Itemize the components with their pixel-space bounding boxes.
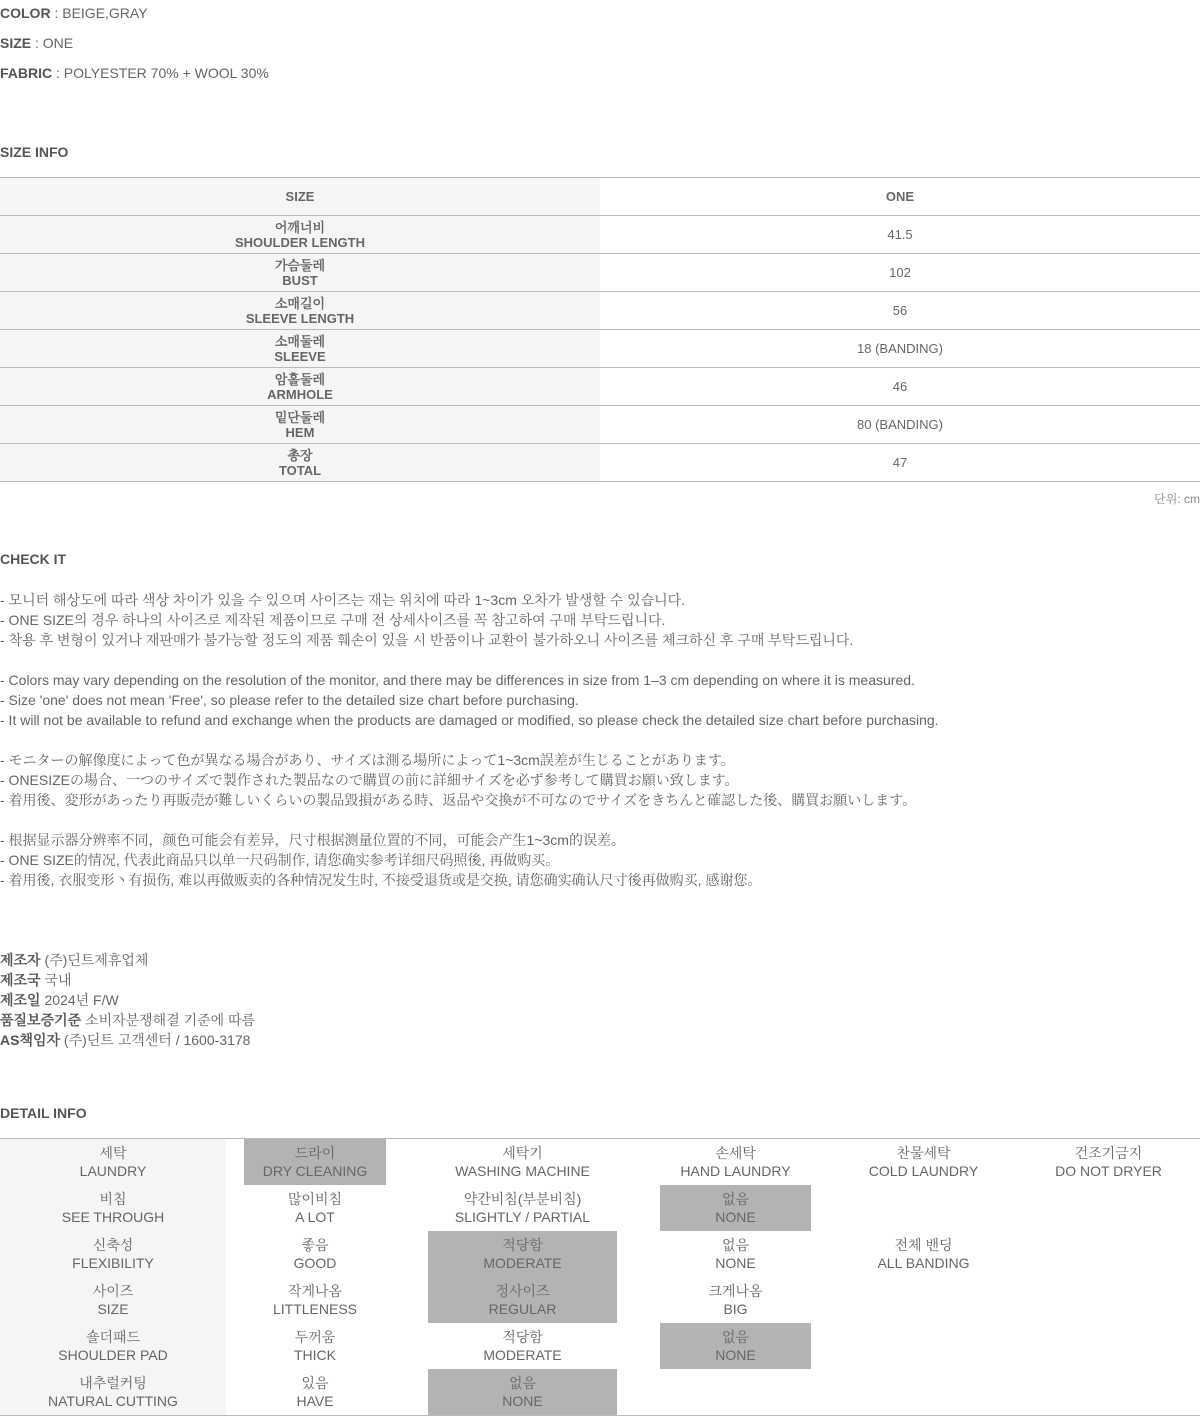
label-en: SHOULDER LENGTH <box>235 234 365 250</box>
maker-value: 소비자분쟁해결 기준에 따름 <box>85 1012 256 1028</box>
option-en: DRY CLEANING <box>262 1163 368 1179</box>
label-ko: 암홀둘레 <box>274 371 326 387</box>
option-ko: 정사이즈 <box>495 1283 550 1299</box>
size-row-value: 47 <box>892 455 908 470</box>
size-row-value: 18 (BANDING) <box>857 341 943 356</box>
option-ko: 세탁기 <box>502 1145 543 1161</box>
option-ko: 두꺼움 <box>294 1329 336 1345</box>
note-line: - It will not be available to refund and exchange when the products are damaged or modified, so please check the detailed size chart before purchasing. <box>0 712 939 728</box>
option-ko: 작게나옴 <box>287 1283 343 1299</box>
option-ko: 건조기금지 <box>1074 1145 1143 1161</box>
option-thick <box>244 1323 386 1369</box>
label-ko: 신축성 <box>92 1237 134 1253</box>
label-en: TOTAL <box>278 462 322 478</box>
maker-value: 2024년 F/W <box>44 992 119 1008</box>
maker-key: AS책임자 <box>0 1032 61 1048</box>
detail-label-size <box>0 1277 226 1323</box>
size-table-header <box>0 178 1200 216</box>
label-ko: 비침 <box>99 1191 127 1207</box>
option-do-not-dryer <box>1030 1139 1187 1185</box>
label-en: SEE THROUGH <box>61 1209 165 1225</box>
option-ko: 전체 밴딩 <box>894 1237 953 1253</box>
label-ko: 어깨너비 <box>274 219 326 235</box>
label-en: SHOULDER PAD <box>58 1347 168 1363</box>
table-row <box>0 254 1200 292</box>
detail-label-see-through <box>0 1185 226 1231</box>
size-row-label <box>0 216 600 253</box>
label-en: NATURAL CUTTING <box>48 1393 178 1409</box>
note-line: - ONESIZEの場合、一つのサイズで製作された製品なので購買の前に詳細サイズを必ず参考して購買お願い致します。 <box>0 772 739 788</box>
option-en: DO NOT DRYER <box>1055 1163 1162 1179</box>
maker-key: 품질보증기준 <box>0 1012 82 1028</box>
option-ko: 있음 <box>301 1375 329 1391</box>
spec-fabric: FABRIC : POLYESTER 70% + WOOL 30% <box>0 65 269 81</box>
note-line: - モニターの解像度によって色が異なる場合があり、サイズは測る場所によって1~3cm誤差が生じることがあります。 <box>0 752 735 768</box>
maker-line <box>0 1030 255 1050</box>
check-it-title: CHECK IT <box>0 551 67 567</box>
label-ko: 숄더패드 <box>85 1329 141 1345</box>
size-row-label <box>0 292 600 329</box>
size-row-value: 56 <box>892 303 908 318</box>
label-en: FLEXIBILITY <box>72 1255 154 1271</box>
maker-line <box>0 1010 255 1030</box>
label-en: SLEEVE LENGTH <box>245 310 355 326</box>
option-moderate <box>428 1323 617 1369</box>
size-row-label <box>0 254 600 291</box>
option-en: THICK <box>294 1347 336 1363</box>
option-en: NONE <box>502 1393 543 1409</box>
label-ko: 소매둘레 <box>274 333 326 349</box>
option-ko: 적당함 <box>502 1237 543 1253</box>
spec-color: COLOR : BEIGE,GRAY <box>0 5 148 21</box>
option-none <box>660 1323 811 1369</box>
option-en: REGULAR <box>488 1301 557 1317</box>
size-row-label <box>0 330 600 367</box>
option-littleness <box>244 1277 386 1323</box>
maker-key: 제조자 <box>0 952 41 968</box>
size-row-value: 46 <box>892 379 908 394</box>
label-en: LAUNDRY <box>79 1163 147 1179</box>
option-cold-laundry <box>833 1139 1014 1185</box>
option-regular <box>428 1277 617 1323</box>
spec-value: ONE <box>42 35 74 51</box>
table-row <box>0 368 1200 406</box>
maker-value: (주)딘트 고객센터 / 1600-3178 <box>63 1032 251 1048</box>
table-row <box>0 444 1200 482</box>
size-header-value: ONE <box>885 189 915 204</box>
detail-label-natural-cutting <box>0 1369 226 1415</box>
maker-line <box>0 950 255 970</box>
note-line: - 着用後、変形があったり再販売が難しいくらいの製品毀損がある時、返品や交換が不可なのでサイズをきちんと確認した後、購買お願いします。 <box>0 792 917 808</box>
spec-value: BEIGE,GRAY <box>62 5 148 21</box>
label-ko: 세탁 <box>99 1145 127 1161</box>
option-a-lot <box>244 1185 386 1231</box>
option-dry-cleaning <box>244 1139 386 1185</box>
option-en: HAVE <box>296 1393 334 1409</box>
option-moderate <box>428 1231 617 1277</box>
option-ko: 좋음 <box>301 1237 329 1253</box>
maker-info <box>0 950 255 1050</box>
table-row <box>0 216 1200 254</box>
option-big <box>660 1277 811 1323</box>
spec-size: SIZE : ONE <box>0 35 74 51</box>
size-header-label: SIZE <box>0 178 600 215</box>
option-good <box>244 1231 386 1277</box>
option-hand-laundry <box>660 1139 811 1185</box>
option-ko: 손세탁 <box>715 1145 756 1161</box>
note-line: - Size 'one' does not mean 'Free', so please refer to the detailed size chart before purchasing. <box>0 692 579 708</box>
label-ko: 밑단둘레 <box>274 409 326 425</box>
detail-label-laundry <box>0 1139 226 1185</box>
option-en: MODERATE <box>483 1255 562 1271</box>
note-line: - 모니터 해상도에 따라 색상 차이가 있을 수 있으며 사이즈는 재는 위치에 따라 1~3cm 오차가 발생할 수 있습니다. <box>0 592 686 608</box>
size-row-value: 80 (BANDING) <box>857 417 943 432</box>
option-none <box>660 1231 811 1277</box>
option-en: LITTLENESS <box>272 1301 358 1317</box>
label-en: SLEEVE <box>274 348 326 364</box>
option-en: HAND LAUNDRY <box>680 1163 791 1179</box>
option-en: SLIGHTLY / PARTIAL <box>454 1209 591 1225</box>
option-ko: 적당함 <box>502 1329 543 1345</box>
maker-line <box>0 970 255 990</box>
note-line: - ONE SIZE的情况, 代表此商品只以单一尺码制作, 请您确实参考详细尺码照後, 再做购买。 <box>0 852 560 868</box>
option-ko: 드라이 <box>294 1145 336 1161</box>
label-ko: 총장 <box>287 447 313 463</box>
spec-key: SIZE <box>0 35 32 51</box>
note-line: - 着用後, 衣服变形丶有损伤, 难以再做贩卖的各种情况发生时, 不接受退货或是交换, 请您确实确认尺寸後再做购买, 感谢您。 <box>0 872 762 888</box>
label-ko: 내추럴커팅 <box>79 1375 147 1391</box>
label-en: HEM <box>285 424 315 440</box>
option-en: BIG <box>723 1301 748 1317</box>
label-en: SIZE <box>97 1301 129 1317</box>
maker-key: 제조일 <box>0 992 41 1008</box>
maker-line <box>0 990 255 1010</box>
option-en: COLD LAUNDRY <box>868 1163 979 1179</box>
check-it-notes <box>0 590 1200 890</box>
option-none <box>660 1185 811 1231</box>
option-ko: 찬물세탁 <box>896 1145 951 1161</box>
size-info-title: SIZE INFO <box>0 144 69 160</box>
spec-value: POLYESTER 70% + WOOL 30% <box>63 65 269 81</box>
option-ko: 없음 <box>721 1237 750 1253</box>
table-row <box>0 406 1200 444</box>
detail-label-flexibility <box>0 1231 226 1277</box>
label-en: BUST <box>282 272 318 288</box>
detail-label-shoulder-pad <box>0 1323 226 1369</box>
size-row-value: 102 <box>889 265 911 280</box>
label-ko: 사이즈 <box>92 1283 134 1299</box>
option-en: GOOD <box>293 1255 337 1271</box>
option-none <box>428 1369 617 1415</box>
option-have <box>244 1369 386 1415</box>
option-ko: 약간비침(부분비침) <box>463 1191 582 1207</box>
size-row-label <box>0 406 600 443</box>
option-en: A LOT <box>295 1209 335 1225</box>
option-slightly-partial <box>428 1185 617 1231</box>
label-ko: 가슴둘레 <box>274 257 326 273</box>
note-line: - Colors may vary depending on the resolution of the monitor, and there may be differences in size from 1–3 cm depending on where it is measured. <box>0 672 915 688</box>
spec-key: FABRIC <box>0 65 53 81</box>
label-ko: 소매길이 <box>274 295 326 311</box>
table-row <box>0 292 1200 330</box>
option-en: NONE <box>715 1255 756 1271</box>
detail-info-grid <box>0 1138 1200 1416</box>
table-row <box>0 330 1200 368</box>
option-ko: 많이비침 <box>287 1191 343 1207</box>
option-all-banding <box>833 1231 1014 1277</box>
maker-value: (주)딘트제휴업체 <box>44 952 149 968</box>
size-row-label <box>0 444 600 481</box>
size-table <box>0 177 1200 482</box>
option-ko: 없음 <box>508 1375 537 1391</box>
note-line: - 根据显示器分辨率不同，颜色可能会有差异，尺寸根据测量位置的不同，可能会产生1~3cm的误差。 <box>0 832 625 848</box>
size-row-value: 41.5 <box>887 227 913 242</box>
note-line: - 착용 후 변형이 있거나 재판매가 불가능할 정도의 제품 훼손이 있을 시 반품이나 교환이 불가하오니 사이즈를 체크하신 후 구매 부탁드립니다. <box>0 632 854 648</box>
option-en: MODERATE <box>483 1347 562 1363</box>
maker-value: 국내 <box>44 972 72 988</box>
option-washing-machine <box>428 1139 617 1185</box>
spec-key: COLOR <box>0 5 51 21</box>
size-row-label <box>0 368 600 405</box>
note-line: - ONE SIZE의 경우 하나의 사이즈로 제작된 제품이므로 구매 전 상세사이즈를 꼭 참고하여 구매 부탁드립니다. <box>0 612 666 628</box>
option-ko: 크게나옴 <box>708 1283 763 1299</box>
detail-info-title: DETAIL INFO <box>0 1105 87 1121</box>
label-en: ARMHOLE <box>267 386 333 402</box>
option-ko: 없음 <box>721 1191 750 1207</box>
option-en: ALL BANDING <box>877 1255 970 1271</box>
option-ko: 없음 <box>721 1329 750 1345</box>
maker-key: 제조국 <box>0 972 41 988</box>
option-en: WASHING MACHINE <box>455 1163 590 1179</box>
option-en: NONE <box>715 1209 756 1225</box>
option-en: NONE <box>715 1347 756 1363</box>
unit-note: 단위: cm <box>1154 492 1200 506</box>
